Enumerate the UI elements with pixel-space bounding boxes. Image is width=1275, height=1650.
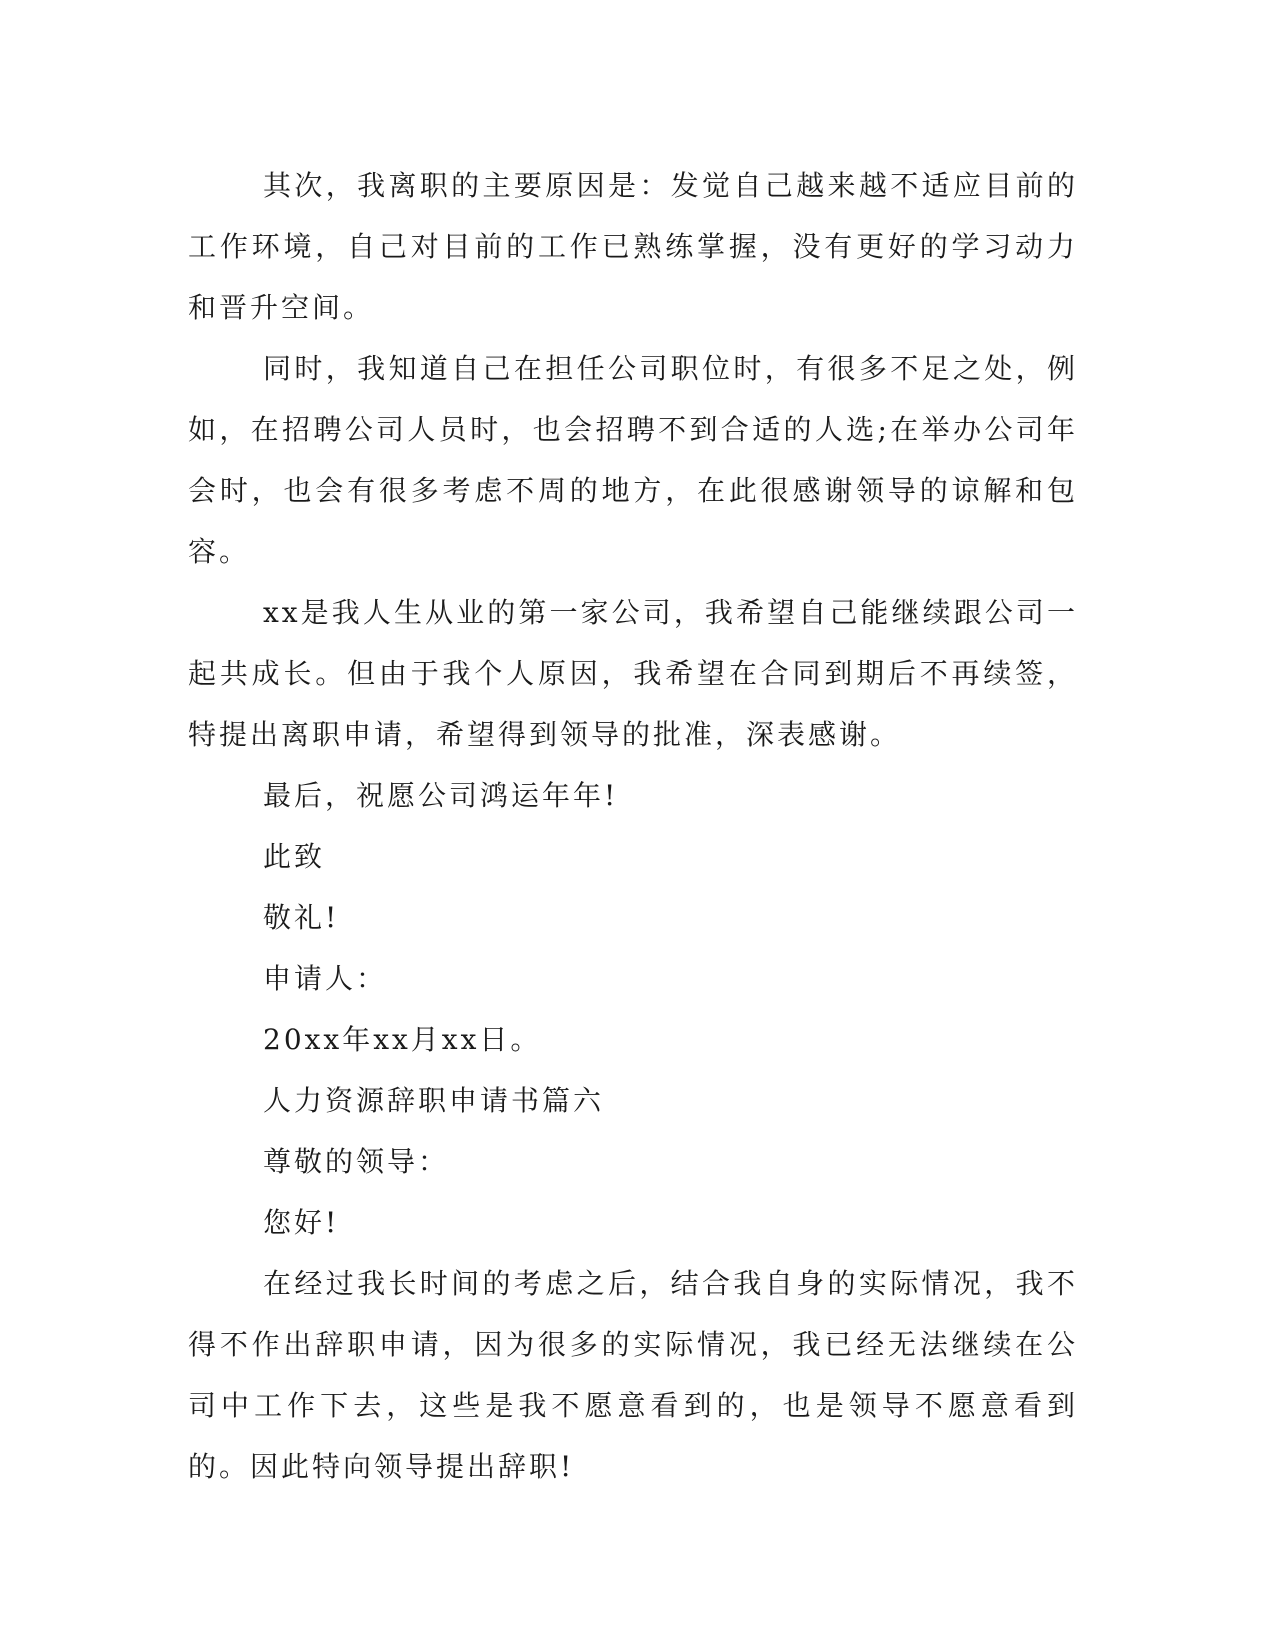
- paragraph-resignation-request: 在经过我长时间的考虑之后，结合我自身的实际情况，我不得不作出辞职申请，因为很多的实际情况，我已经无法继续在公司中工作下去，这些是我不愿意看到的，也是领导不愿意看到的。因此特向领导提出辞职!: [188, 1267, 1078, 1483]
- document-body: [188, 155, 1078, 1497]
- closing-salutation: 此致: [263, 840, 326, 873]
- greeting-addressee: 尊敬的领导：: [263, 1145, 450, 1178]
- greeting-hello: 您好!: [263, 1206, 340, 1239]
- paragraph-shortcomings: 同时，我知道自己在担任公司职位时，有很多不足之处，例如，在招聘公司人员时，也会招聘不到合适的人选;在举办公司年会时，也会有很多考虑不周的地方，在此很感谢领导的谅解和包容。: [188, 352, 1078, 568]
- paragraph-first-company: xx是我人生从业的第一家公司，我希望自己能继续跟公司一起共成长。但由于我个人原因，我希望在合同到期后不再续签，特提出离职申请，希望得到领导的批准，深表感谢。: [188, 596, 1078, 751]
- applicant-label: 申请人：: [263, 962, 388, 995]
- letter-date: 20xx年xx月xx日。: [263, 1023, 542, 1056]
- section-heading: 人力资源辞职申请书篇六: [263, 1084, 605, 1117]
- paragraph-closing-wish: 最后，祝愿公司鸿运年年!: [263, 779, 619, 812]
- paragraph-reason: 其次，我离职的主要原因是：发觉自己越来越不适应目前的工作环境，自己对目前的工作已熟练掌握，没有更好的学习动力和晋升空间。: [188, 169, 1078, 324]
- closing-regards: 敬礼!: [263, 901, 340, 934]
